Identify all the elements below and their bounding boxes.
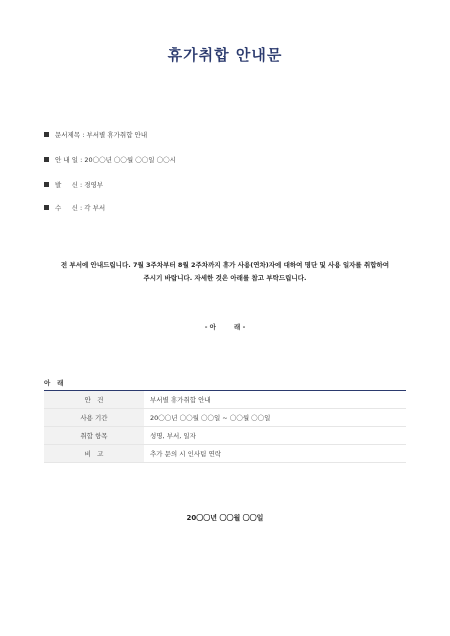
table-key: 안 건	[44, 391, 144, 409]
table-key: 취합 항목	[44, 427, 144, 445]
square-bullet-icon	[44, 132, 49, 137]
table-value: 20〇〇년 〇〇월 〇〇일 ~ 〇〇월 〇〇일	[144, 409, 406, 427]
table-key: 비 고	[44, 445, 144, 463]
meta-row-date	[44, 155, 176, 164]
document-date: 20〇〇년 〇〇월 〇〇일	[186, 514, 264, 522]
table-row	[44, 445, 406, 463]
square-bullet-icon	[44, 205, 49, 210]
meta-row-sender	[44, 180, 103, 189]
meta-value: : 20〇〇년 〇〇월 〇〇일 〇〇시	[80, 156, 176, 164]
meta-value: : 각 부서	[79, 204, 106, 212]
table-key: 사용 기간	[44, 409, 144, 427]
notice-line: 주시기 바랍니다. 자세한 것은 아래를 참고 부탁드립니다.	[143, 274, 307, 282]
meta-label: 문서제목	[55, 131, 81, 139]
table-row	[44, 427, 406, 445]
meta-label: 수 신	[55, 204, 78, 212]
table-row	[44, 391, 406, 409]
below-heading: - 아 래 -	[204, 323, 246, 331]
meta-value: : 부서별 휴가취합 안내	[82, 131, 148, 139]
table-row	[44, 409, 406, 427]
meta-label: 발 신	[55, 181, 78, 189]
table-value: 성명, 부서, 일자	[144, 427, 406, 445]
document-title: 휴가취합 안내문	[167, 46, 283, 64]
square-bullet-icon	[44, 157, 49, 162]
section-label: 아 래	[44, 379, 64, 387]
meta-row-recipient	[44, 203, 105, 212]
meta-value: : 경영부	[79, 181, 104, 189]
meta-row-subject	[44, 130, 147, 139]
details-table	[44, 390, 406, 463]
notice-line: 전 부서에 안내드립니다. 7월 3주차부터 8월 2주차까지 휴가 사용(연차)자에 대하여 명단 및 사용 일자를 취합하여	[60, 261, 390, 269]
table-value: 부서별 휴가취합 안내	[144, 391, 406, 409]
square-bullet-icon	[44, 182, 49, 187]
notice-paragraph	[40, 259, 410, 285]
table-value: 추가 문의 시 인사팀 연락	[144, 445, 406, 463]
meta-label: 안 내 일	[55, 156, 78, 164]
